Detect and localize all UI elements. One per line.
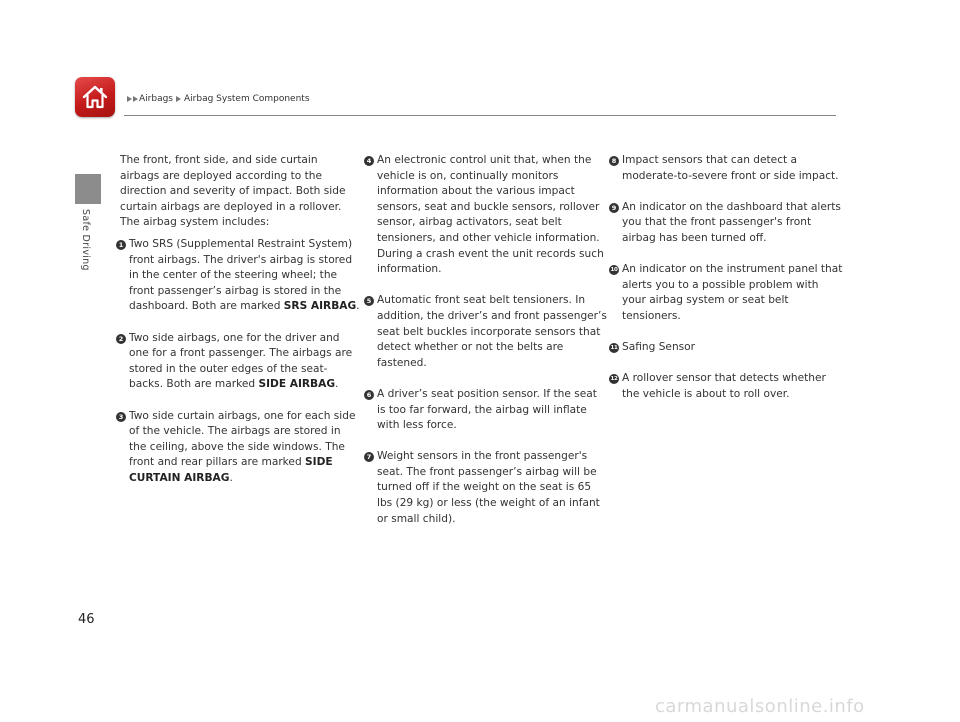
section-tab[interactable] xyxy=(75,174,101,204)
list-item xyxy=(120,237,360,315)
section-label: Safe Driving xyxy=(80,209,91,271)
content-column-1 xyxy=(120,153,360,502)
list-item xyxy=(368,449,608,527)
home-icon xyxy=(81,84,109,110)
item-text: An indicator on the dashboard that alerts you that the front passenger's front airbag has been turned off. xyxy=(622,200,841,244)
item-text: Impact sensors that can detect a moderate-to-severe front or side impact. xyxy=(622,154,839,182)
item-suffix: . xyxy=(229,471,233,484)
number-badge: 12 xyxy=(610,376,618,383)
home-button[interactable] xyxy=(75,77,115,117)
item-text: Safing Sensor xyxy=(622,341,696,354)
item-text: A driver’s seat position sensor. If the seat is too far forward, the airbag will inflate with less force. xyxy=(377,387,597,432)
number-badge: 4 xyxy=(364,156,374,166)
breadcrumb xyxy=(127,94,310,104)
item-text: Two side curtain airbags, one for each side of the vehicle. The airbags are stored in the ceiling, above the side windows. The front and rear pillars are marked xyxy=(129,409,356,469)
list-item xyxy=(368,153,608,278)
number-badge: 7 xyxy=(364,452,374,462)
list-item xyxy=(610,340,843,356)
list-item xyxy=(368,293,608,371)
header-divider xyxy=(124,115,836,116)
breadcrumb-arrow-icon xyxy=(127,96,132,102)
number-badge: 11 xyxy=(610,345,618,352)
number-badge: 10 xyxy=(610,267,618,274)
list-item xyxy=(368,387,608,434)
content-column-3 xyxy=(610,153,843,418)
breadcrumb-airbag-system-components[interactable]: Airbag System Components xyxy=(184,94,310,104)
item-emphasis: SRS AIRBAG xyxy=(283,300,357,313)
list-item xyxy=(613,153,843,184)
number-badge: 2 xyxy=(116,334,126,344)
item-text: Two SRS (Supplemental Restraint System) front airbags. The driver's airbag is stored in the center of the steering wheel; the front passenger’s airbag is stored in the dashboard. Both are marked xyxy=(129,237,353,313)
item-text: A rollover sensor that detects whether the vehicle is about to roll over. xyxy=(622,372,826,400)
number-badge: 3 xyxy=(116,412,126,422)
item-emphasis: SIDE AIRBAG xyxy=(258,378,336,391)
breadcrumb-arrow-icon xyxy=(176,96,181,102)
number-badge: 5 xyxy=(364,296,374,306)
number-badge: 8 xyxy=(609,156,619,166)
intro-paragraph: The front, front side, and side curtain airbags are deployed according to the direction and severity of impact. Both side curtain airbags are deployed in a rollover. The airbag system includes: xyxy=(120,154,346,229)
watermark: carmanualsonline.info xyxy=(655,696,865,717)
list-item xyxy=(613,200,843,247)
list-item xyxy=(610,262,843,324)
item-text: Automatic front seat belt tensioners. In addition, the driver’s and front passenger’s seat belt buckles incorporate sensors that detect whether or not the belts are fastened. xyxy=(377,294,607,369)
item-emphasis: SIDE CURTAIN AIRBAG xyxy=(129,456,333,484)
number-badge: 9 xyxy=(609,203,619,213)
item-text: An electronic control unit that, when the vehicle is on, continually monitors information about the various impact sensors, seat and buckle sensors, rollover sensor, airbag activators, seat belt tensioners, and other vehicle information. During a crash event the unit records such information. xyxy=(377,154,604,276)
list-item xyxy=(610,371,843,402)
item-text: An indicator on the instrument panel that alerts you to a possible problem with your airbag system or seat belt tensioners. xyxy=(622,263,843,322)
page-number: 46 xyxy=(78,612,95,627)
list-item xyxy=(120,409,360,487)
breadcrumb-arrow-icon xyxy=(133,96,138,102)
item-suffix: . xyxy=(356,300,360,313)
list-item xyxy=(120,331,360,393)
number-badge: 6 xyxy=(364,390,374,400)
content-column-2 xyxy=(368,153,608,543)
item-text: Two side airbags, one for the driver and one for a front passenger. The airbags are stored in the outer edges of the seat-backs. Both are marked xyxy=(129,331,353,391)
item-suffix: . xyxy=(335,378,339,391)
breadcrumb-airbags[interactable]: Airbags xyxy=(139,94,173,104)
item-text: Weight sensors in the front passenger's seat. The front passenger’s airbag will be turned off if the weight on the seat is 65 lbs (29 kg) or less (the weight of an infant or small child). xyxy=(377,450,600,525)
number-badge: 1 xyxy=(116,240,126,250)
